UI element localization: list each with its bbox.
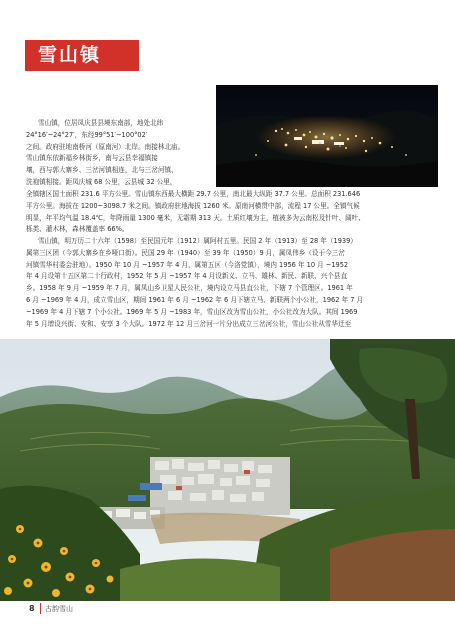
text-line: 雪山镇，位居凤庆县县境东南部，地处北纬 bbox=[38, 119, 164, 127]
page-number: 8 bbox=[29, 604, 35, 613]
footer-divider bbox=[40, 603, 41, 614]
intro-paragraph bbox=[26, 118, 216, 189]
footer-label: 古韵雪山 bbox=[45, 605, 73, 613]
text-line: 栎类、灌木林，森林覆盖率 66%。 bbox=[26, 225, 129, 234]
text-line: 年 5 月增设兴街、安和、安享 3 个大队。1972 年 12 月三岔河一片分出成立三岔河公社，雪山公社从雪华迁至 bbox=[26, 319, 352, 328]
page-title: 雪山镇 bbox=[38, 44, 102, 66]
text-line: 年 4 月设第十五区第二十行政村，1952 年 5 月 ~1957 年 4 月设新义、立马、雄林、新民、新联、兴个县直 bbox=[26, 272, 348, 281]
mountain-town-photo bbox=[0, 339, 455, 601]
text-line: 乡。1958 年 9 月 ~1959 年 7 月，属凤山乡卫星人民公社，境内设立马县直公社，下辖 7 个管理区。1961 年 bbox=[26, 284, 353, 293]
text-line: 雪山镇，明万历二十六年（1598）至民国元年（1912）属阿村五里。民国 2 年（1913）至 28 年（1939） bbox=[38, 237, 357, 245]
text-line: 明显，年平均气温 18.4℃，年降雨量 1300 毫米，无霜期 313 天。土质红壤为主，植被多为云南松及针叶、阔叶、 bbox=[26, 213, 365, 222]
text-line: ~1969 年 4 月下辖 7 个小公社。1969 年 5 月 ~1983 年，雪山区改为雪山公社，小公社改为大队。其间 1969 bbox=[26, 307, 358, 316]
intro-paragraph-continued bbox=[26, 189, 438, 236]
text-line: 全镇辖区国土面积 231.6 平方公里。雪山镇东西最大横距 29.7 公里，南北最大纵距 37.7 公里。总面积 231.646 bbox=[26, 190, 361, 198]
text-line: 平方公里。海拔在 1200~3098.7 米之间。镇政府驻地海拔 1260 米。原南河横贯中部，流程 17 公里。全镇气候 bbox=[26, 201, 360, 210]
text-line: 之间。政府驻地南桥河（原南河）北岸。南接林北庙。 bbox=[26, 142, 185, 151]
text-line: 河镇雪华村委会驻地）。1950 年 10 月 ~1957 年 4 月，属第五区（今洛党镇），境内 1956 年 10 月 ~1952 bbox=[26, 260, 349, 269]
text-line: 24°16′~24°27′，东经99°51′~100°02′ bbox=[26, 130, 148, 139]
history-paragraph bbox=[26, 236, 438, 330]
text-line: 雪山镇东依新福乡林街乡，南与云县幸福镇接 bbox=[26, 154, 158, 163]
text-line: 壤，西与郭大寨乡、三岔河镇相连，北与三岔河镇、 bbox=[26, 166, 178, 175]
text-line: 属第三区团（今郭大寨乡在乡哑口街）。民国 29 年（1940）至 39 年（1950）9 月，属凤伟乡（设于今三岔 bbox=[26, 248, 345, 257]
night-town-photo bbox=[216, 85, 438, 187]
text-line: 洗袍镇相接。距凤庆城 68 公里，云县城 32 公里， bbox=[26, 177, 177, 186]
text-line: 6 月 ~1969 年 4 月，成立雪山区，期间 1961 年 6 月 ~1962 年 6 月下辖立马、新联两个小公社，1962 年 7 月 bbox=[26, 295, 364, 304]
